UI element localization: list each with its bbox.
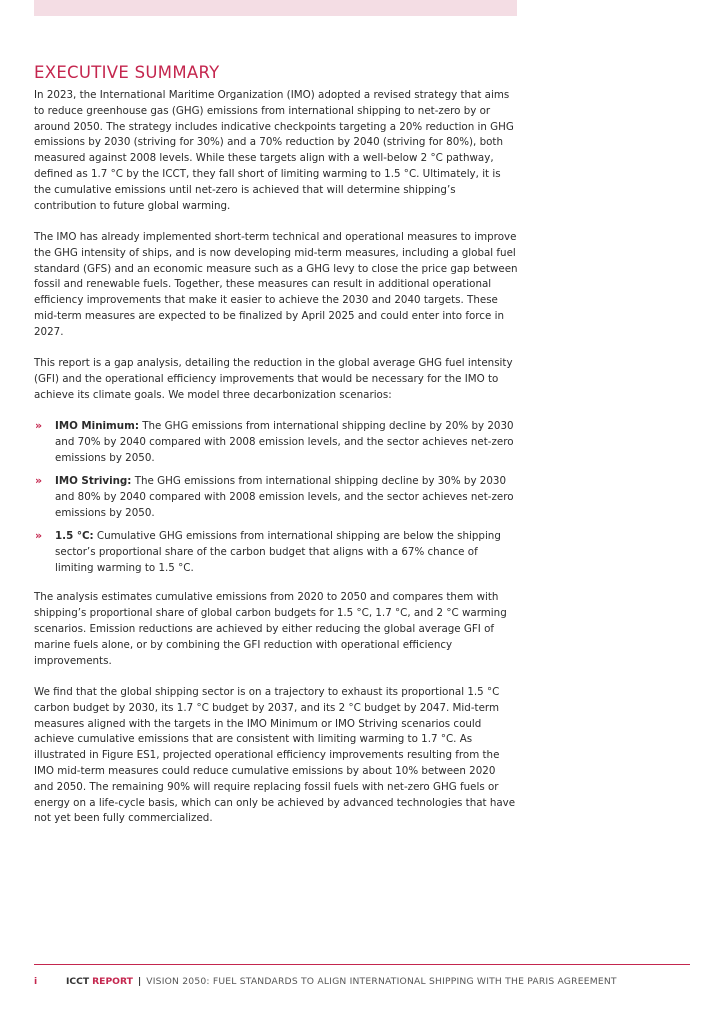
chevron-bullet-icon: » <box>35 529 43 543</box>
paragraph-report-scope: This report is a gap analysis, detailing the reduction in the global average GHG fuel intensity (GFI) and the operational efficiency improvements that would be necessary for the IMO to achieve its climate goals. We model three decarbonization scenarios: <box>34 357 513 401</box>
paragraph-intro: In 2023, the International Maritime Organization (IMO) adopted a revised strategy that aims to reduce greenhouse gas (GHG) emissions from international shipping to net-zero by or around 2050. The strategy includes indicative checkpoints targeting a 20% reduction in GHG emissions by 2030 (striving for 30%) and a 70% reduction by 2040 (striving for 80%), both measured against 2008 levels. While these targets align with a well-below 2 °C pathway, defined as 1.7 °C by the ICCT, they fall short of limiting warming to 1.5 °C. Ultimately, it is the cumulative emissions until net-zero is achieved that will determine shipping’s contribution to future global warming. <box>34 89 514 212</box>
scenario-name: IMO Minimum: <box>55 420 139 433</box>
chevron-bullet-icon: » <box>35 419 43 433</box>
page-number: i <box>34 976 38 987</box>
footer-divider <box>34 964 690 965</box>
footer-org: ICCT <box>66 976 90 987</box>
scenario-list <box>34 419 518 576</box>
scenario-description: The GHG emissions from international shipping decline by 30% by 2030 and 80% by 2040 compared with 2008 emission levels, and the sector achieves net-zero emissions by 2050. <box>55 475 514 519</box>
page-footer <box>34 976 690 987</box>
header-band <box>34 0 517 16</box>
scenario-description: Cumulative GHG emissions from international shipping are below the shipping sector’s proportional share of the carbon budget that aligns with a 67% chance of limiting warming to 1.5 °C. <box>55 530 501 574</box>
footer-separator: | <box>137 976 142 987</box>
list-item <box>34 529 518 576</box>
scenario-name: IMO Striving: <box>55 475 132 488</box>
footer-report-label: REPORT <box>92 976 133 987</box>
list-item <box>34 419 518 466</box>
paragraph-findings: We find that the global shipping sector is on a trajectory to exhaust its proportional 1.5 °C carbon budget by 2030, its 1.7 °C budget by 2037, and its 2 °C budget by 2047. Mid-term measures aligned with the targets in the IMO Minimum or IMO Striving scenarios could achieve cumulative emissions that are consistent with limiting warming to 1.7 °C. As illustrated in Figure ES1, projected operational efficiency improvements resulting from the IMO mid-term measures could reduce cumulative emissions by about 10% between 2020 and 2050. The remaining 90% will require replacing fossil fuels with net-zero GHG fuels or energy on a life-cycle basis, which can only be achieved by advanced technologies that have not yet been fully commercialized. <box>34 686 516 825</box>
scenario-description: The GHG emissions from international shipping decline by 20% by 2030 and 70% by 2040 compared with 2008 emission levels, and the sector achieves net-zero emissions by 2050. <box>55 420 514 464</box>
scenario-name: 1.5 °C: <box>55 530 94 543</box>
body-text <box>34 88 518 843</box>
paragraph-analysis: The analysis estimates cumulative emissions from 2020 to 2050 and compares them with shipping’s proportional share of global carbon budgets for 1.5 °C, 1.7 °C, and 2 °C warming scenarios. Emission reductions are achieved by either reducing the global average GFI of marine fuels alone, or by combining the GFI reduction with operational efficiency improvements. <box>34 591 507 667</box>
footer-title: VISION 2050: FUEL STANDARDS TO ALIGN INTERNATIONAL SHIPPING WITH THE PARIS AGREEMENT <box>146 976 617 987</box>
paragraph-measures: The IMO has already implemented short-term technical and operational measures to improve the GHG intensity of ships, and is now developing mid-term measures, including a global fuel standard (GFS) and an economic measure such as a GHG levy to close the price gap between fossil and renewable fuels. Together, these measures can result in additional operational efficiency improvements that make it easier to achieve the 2030 and 2040 targets. These mid-term measures are expected to be finalized by April 2025 and could enter into force in 2027. <box>34 230 518 338</box>
chevron-bullet-icon: » <box>35 474 43 488</box>
section-heading: EXECUTIVE SUMMARY <box>34 63 220 82</box>
list-item <box>34 474 518 521</box>
